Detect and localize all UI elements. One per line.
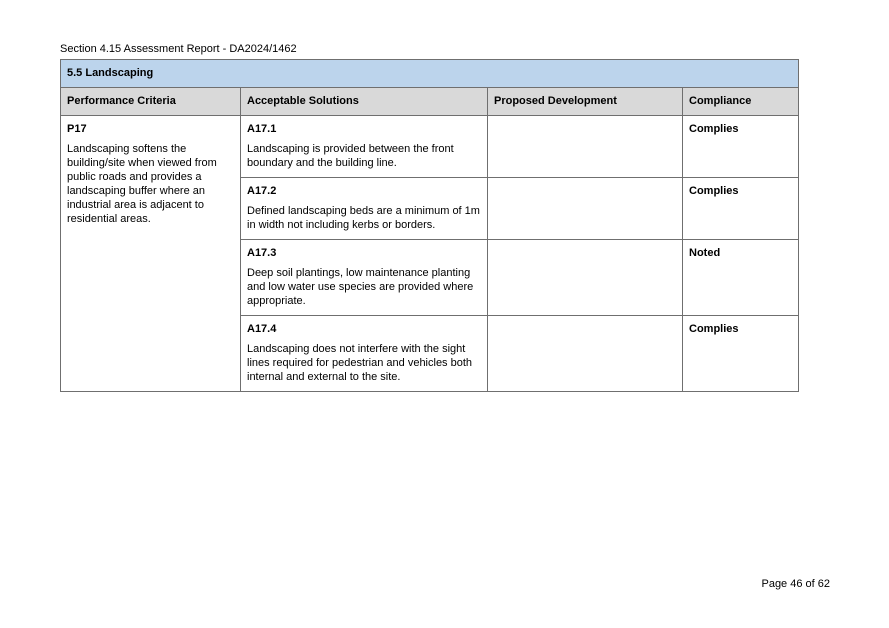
column-header-row	[61, 88, 799, 116]
acceptable-solution-code: A17.2	[247, 185, 277, 197]
acceptable-solution-cell	[241, 178, 488, 240]
acceptable-solution-code: A17.1	[247, 123, 277, 135]
acceptable-solution-cell	[241, 116, 488, 178]
compliance-status: Complies	[683, 316, 799, 392]
performance-criteria-cell	[61, 116, 241, 392]
acceptable-solution-text: Deep soil plantings, low maintenance planting and low water use species are provided where appropriate.	[247, 267, 474, 307]
section-title: 5.5 Landscaping	[61, 60, 799, 88]
acceptable-solution-code: A17.4	[247, 323, 277, 335]
column-header-performance-criteria: Performance Criteria	[61, 88, 241, 116]
acceptable-solution-text: Landscaping is provided between the front boundary and the building line.	[247, 143, 454, 169]
proposed-development-cell	[488, 316, 683, 392]
acceptable-solution-cell	[241, 240, 488, 316]
compliance-status: Complies	[683, 178, 799, 240]
acceptable-solution-text: Defined landscaping beds are a minimum of 1m in width not including kerbs or borders.	[247, 205, 480, 231]
table-row	[61, 116, 799, 178]
proposed-development-cell	[488, 240, 683, 316]
section-title-row	[61, 60, 799, 88]
column-header-acceptable-solutions: Acceptable Solutions	[241, 88, 488, 116]
compliance-status: Noted	[683, 240, 799, 316]
acceptable-solution-text: Landscaping does not interfere with the sight lines required for pedestrian and vehicles both internal and external to the site.	[247, 343, 473, 383]
column-header-compliance: Compliance	[683, 88, 799, 116]
performance-criteria-code: P17	[67, 123, 87, 135]
performance-criteria-text: Landscaping softens the building/site when viewed from public roads and provides a landscaping buffer where an industrial area is adjacent to residential areas.	[67, 143, 217, 225]
acceptable-solution-code: A17.3	[247, 247, 277, 259]
column-header-proposed-development: Proposed Development	[488, 88, 683, 116]
landscaping-assessment-table	[60, 59, 799, 392]
document-header: Section 4.15 Assessment Report - DA2024/1462	[60, 43, 297, 55]
proposed-development-cell	[488, 116, 683, 178]
proposed-development-cell	[488, 178, 683, 240]
acceptable-solution-cell	[241, 316, 488, 392]
compliance-status: Complies	[683, 116, 799, 178]
page-number: Page 46 of 62	[761, 578, 830, 590]
